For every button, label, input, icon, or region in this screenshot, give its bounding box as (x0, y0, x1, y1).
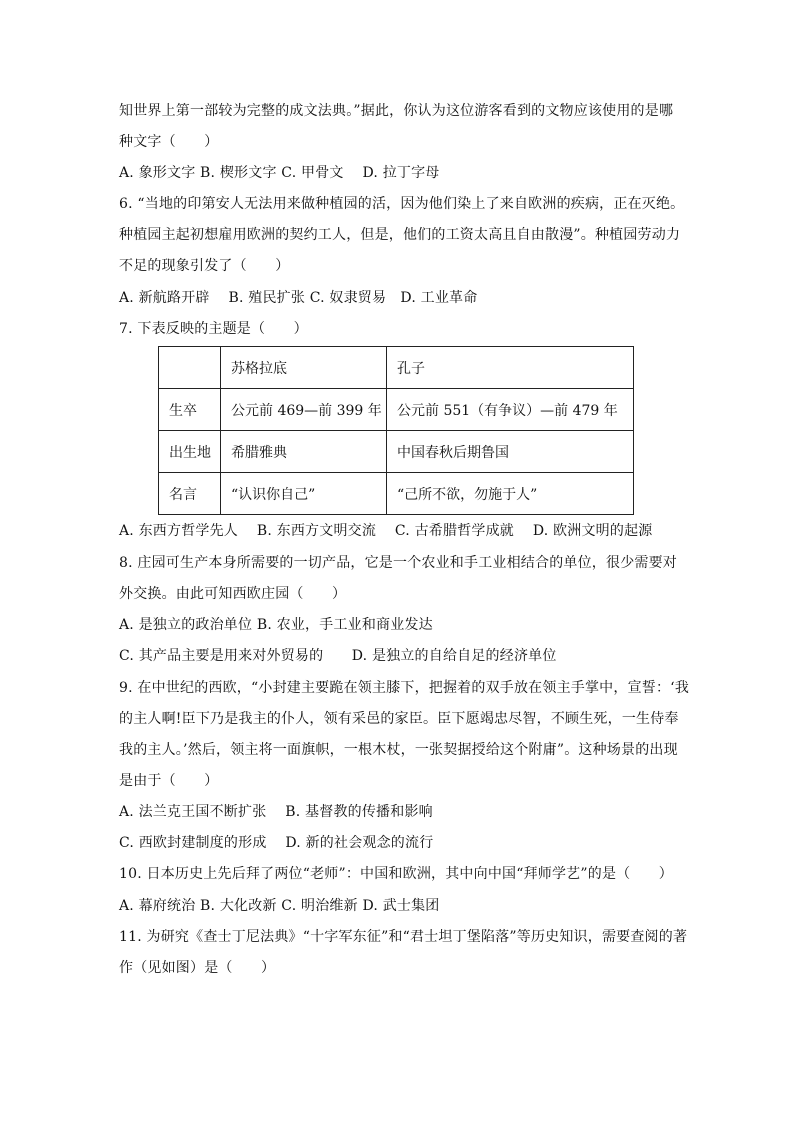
table-cell: 公元前 551（有争议）—前 479 年 (387, 389, 634, 431)
table-row (159, 473, 634, 515)
table-cell: “认识你自己” (221, 473, 387, 515)
table-cell: 名言 (159, 473, 221, 515)
q9-text-line-3: 我的主人。’然后，领主将一面旗帜，一根木杖，一张契据授给这个附庸”。这种场景的出现 (119, 742, 678, 758)
table-header-cell: 苏格拉底 (221, 347, 387, 389)
q8-text-line-2: 外交换。由此可知西欧庄园（ ） (119, 586, 347, 602)
q9-text-line-2: 的主人啊!臣下乃是我主的仆人，领有采邑的家臣。臣下愿竭忠尽智，不顾生死，一生侍奉 (119, 711, 679, 727)
q6-options: A. 新航路开辟 B. 殖民扩张 C. 奴隶贸易 D. 工业革命 (119, 290, 478, 306)
q6-text-line-3: 不足的现象引发了（ ） (119, 258, 290, 274)
table-header-cell: 孔子 (387, 347, 634, 389)
q5-text-line-1: 知世界上第一部较为完整的成文法典。”据此，你认为这位游客看到的文物应该使用的是哪 (119, 103, 674, 119)
table-header-cell (159, 347, 221, 389)
comparison-table (158, 346, 634, 515)
q8-options-line-2: C. 其产品主要是用来对外贸易的 D. 是独立的自给自足的经济单位 (119, 648, 557, 664)
q9-text-line-1: 9. 在中世纪的西欧，“小封建主要跪在领主膝下，把握着的双手放在领主手掌中，宣誓：‘我 (119, 680, 690, 696)
q11-text-line-2: 作（见如图）是（ ） (119, 960, 276, 976)
table-cell: 出生地 (159, 431, 221, 473)
table-cell: 中国春秋后期鲁国 (387, 431, 634, 473)
q5-options: A. 象形文字 B. 楔形文字 C. 甲骨文 D. 拉丁字母 (119, 165, 440, 181)
q6-text-line-2: 种植园主起初想雇用欧洲的契约工人，但是，他们的工资太高且自由散漫”。种植园劳动力 (119, 227, 681, 243)
table-row (159, 389, 634, 431)
q9-text-line-4: 是由于（ ） (119, 773, 219, 789)
q7-text: 7. 下表反映的主题是（ ） (119, 321, 308, 337)
q10-text: 10. 日本历史上先后拜了两位“老师”：中国和欧洲，其中向中国“拜师学艺”的是（ ） (119, 866, 673, 882)
q9-options-line-2: C. 西欧封建制度的形成 D. 新的社会观念的流行 (119, 835, 434, 851)
q11-text-line-1: 11. 为研究《查士丁尼法典》“十字军东征”和“君士坦丁堡陷落”等历史知识，需要查阅的著 (119, 929, 688, 945)
table-cell: “己所不欲，勿施于人” (387, 473, 634, 515)
q8-text-line-1: 8. 庄园可生产本身所需要的一切产品，它是一个农业和手工业相结合的单位，很少需要对 (119, 555, 678, 571)
q8-options-line-1: A. 是独立的政治单位 B. 农业，手工业和商业发达 (119, 617, 433, 633)
table-cell: 希腊雅典 (221, 431, 387, 473)
q5-text-line-2: 种文字（ ） (119, 134, 219, 150)
table-cell: 生卒 (159, 389, 221, 431)
table-cell: 公元前 469—前 399 年 (221, 389, 387, 431)
q9-options-line-1: A. 法兰克王国不断扩张 B. 基督教的传播和影响 (119, 804, 433, 820)
q7-options: A. 东西方哲学先人 B. 东西方文明交流 C. 古希腊哲学成就 D. 欧洲文明的起源 (119, 523, 653, 539)
q10-options: A. 幕府统治 B. 大化改新 C. 明治维新 D. 武士集团 (119, 898, 440, 914)
table-row (159, 347, 634, 389)
table-row (159, 431, 634, 473)
q6-text-line-1: 6. “当地的印第安人无法用来做种植园的活，因为他们染上了来自欧洲的疾病，正在灭绝。 (119, 196, 685, 212)
